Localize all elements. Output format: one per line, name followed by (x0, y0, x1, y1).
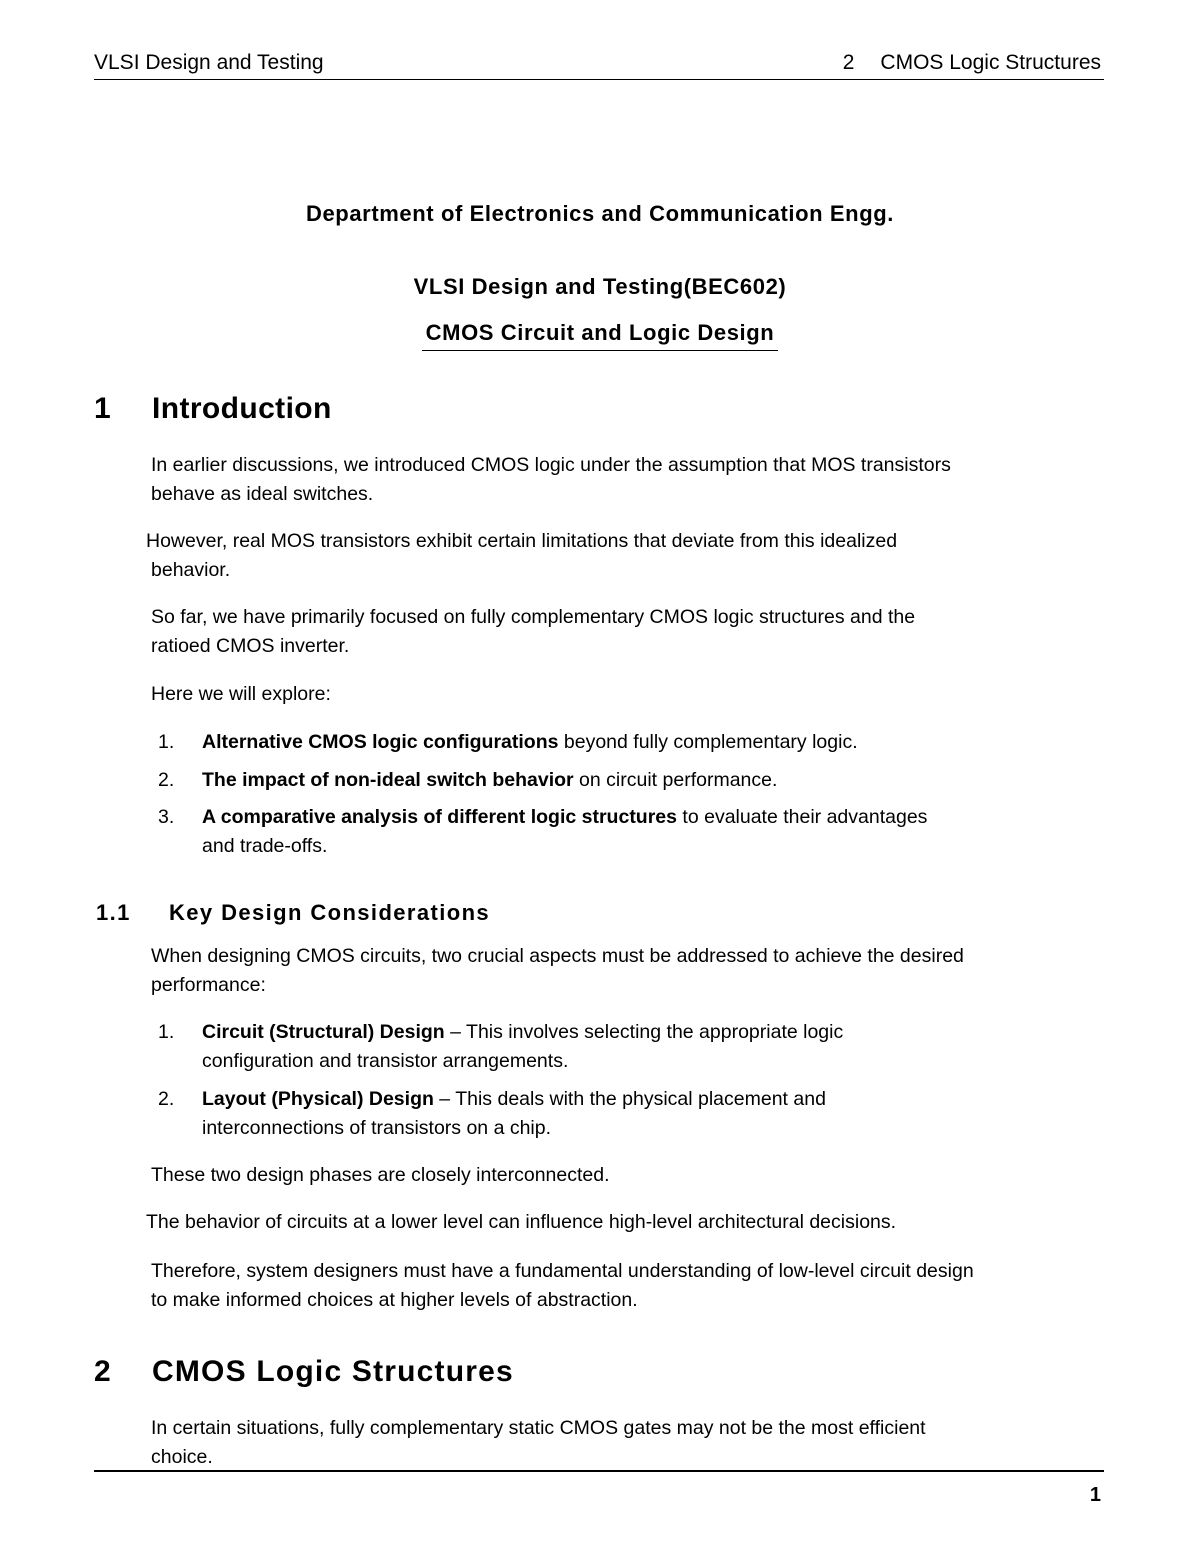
intro-paragraph-4: Here we will explore: (151, 683, 331, 705)
list-item-bold: Circuit (Structural) Design (202, 1021, 445, 1043)
subsection-title: Key Design Considerations (169, 900, 491, 925)
paragraph-line: So far, we have primarily focused on fully complementary CMOS logic structures and the (151, 606, 916, 628)
paragraph-line: ratioed CMOS inverter. (151, 635, 350, 657)
considerations-paragraph-3: The behavior of circuits at a lower level can influence high-level architectural decisions. (146, 1211, 897, 1233)
list-item-text: interconnections of transistors on a chip. (202, 1117, 552, 1139)
subject-title (0, 320, 1200, 346)
logic-structures-paragraph-1 (151, 1414, 926, 1472)
department-title: Department of Electronics and Communication Engg. (305, 201, 894, 226)
list-marker: 1. (158, 1021, 175, 1043)
list-item-bold: Alternative CMOS logic configurations (202, 731, 559, 753)
considerations-paragraph-1 (151, 942, 964, 1000)
running-header-right (843, 51, 1101, 75)
paragraph-line: to make informed choices at higher levels of abstraction. (151, 1289, 638, 1311)
list-item-text: and trade-offs. (202, 835, 328, 857)
footer-rule (94, 1470, 1104, 1472)
list-item-bold: A comparative analysis of different logic structures (202, 806, 677, 828)
paragraph-line: However, real MOS transistors exhibit certain limitations that deviate from this idealized (146, 530, 898, 552)
list-item-text: – This deals with the physical placement and (433, 1088, 826, 1110)
paragraph-line: In certain situations, fully complementary static CMOS gates may not be the most efficient (151, 1417, 926, 1439)
list-marker: 2. (158, 1088, 175, 1110)
intro-paragraph-1 (151, 451, 951, 509)
considerations-paragraph-4 (151, 1257, 974, 1315)
paragraph-line: In earlier discussions, we introduced CMOS logic under the assumption that MOS transistors (151, 454, 951, 476)
list-item-bold: The impact of non-ideal switch behavior (202, 769, 574, 791)
section-title: Introduction (152, 392, 332, 425)
list-item-text: – This involves selecting the appropriate logic (444, 1021, 844, 1043)
paragraph-line: choice. (151, 1446, 213, 1468)
list-item-text: on circuit performance. (573, 769, 778, 791)
subject-title-text: CMOS Circuit and Logic Design (422, 320, 779, 351)
header-rule (94, 79, 1104, 80)
subsection-number: 1.1 (96, 900, 131, 925)
paragraph-line: performance: (151, 974, 266, 996)
list-item-text: to evaluate their advantages (677, 806, 928, 828)
list-item-text: configuration and transistor arrangements. (202, 1050, 569, 1072)
course-title: VLSI Design and Testing(BEC602) (413, 274, 787, 299)
list-marker: 1. (158, 731, 175, 753)
section-number: 1 (94, 392, 112, 425)
considerations-paragraph-2: These two design phases are closely interconnected. (151, 1164, 610, 1186)
list-item-bold: Layout (Physical) Design (202, 1088, 434, 1110)
intro-paragraph-3 (151, 603, 915, 661)
paragraph-line: When designing CMOS circuits, two crucial aspects must be addressed to achieve the desired (151, 945, 964, 967)
list-marker: 2. (158, 769, 175, 791)
intro-paragraph-2 (146, 527, 897, 585)
list-item-text: beyond fully complementary logic. (558, 731, 858, 753)
list-marker: 3. (158, 806, 175, 828)
running-header-chapter-number: 2 (842, 51, 855, 74)
page-number: 1 (1089, 1484, 1101, 1506)
running-header-chapter-title: CMOS Logic Structures (880, 51, 1101, 74)
section-title: CMOS Logic Structures (152, 1355, 514, 1388)
paragraph-line: Therefore, system designers must have a fundamental understanding of low-level circuit design (151, 1260, 974, 1282)
paragraph-line: behave as ideal switches. (151, 483, 374, 505)
paragraph-line: behavior. (151, 559, 231, 581)
running-header-left: VLSI Design and Testing (94, 51, 324, 74)
section-number: 2 (94, 1355, 112, 1388)
